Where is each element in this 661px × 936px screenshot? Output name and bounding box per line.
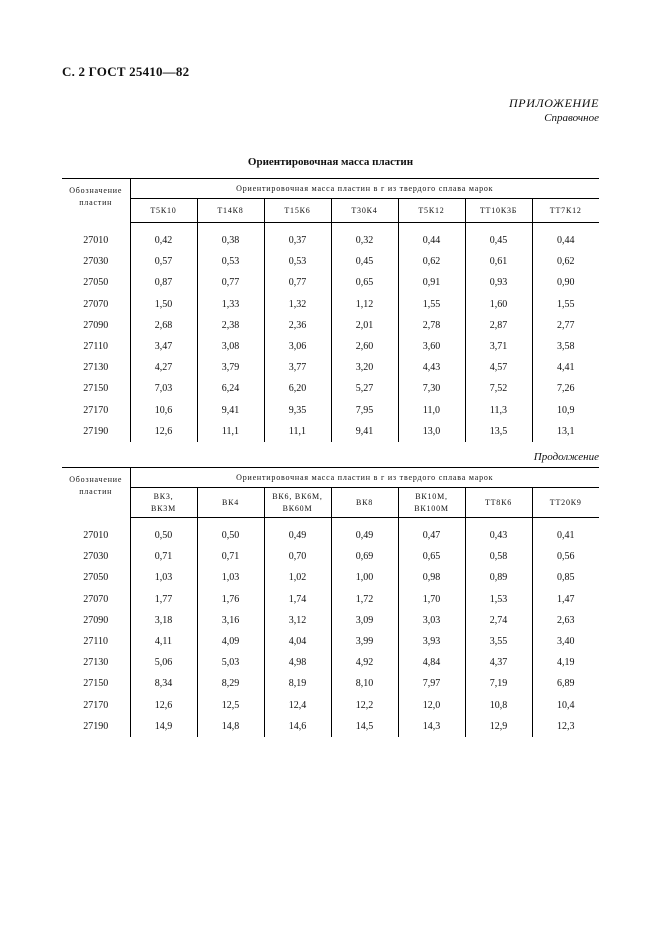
plate-id-cell: 27170 — [62, 400, 130, 421]
mass-cell: 8,34 — [130, 673, 197, 694]
mass-cell: 0,43 — [465, 525, 532, 546]
mass-cell: 3,06 — [264, 336, 331, 357]
table-row — [62, 294, 599, 315]
mass-cell: 12,9 — [465, 716, 532, 737]
spacer-cell — [62, 518, 130, 526]
mass-cell: 13,5 — [465, 421, 532, 442]
mass-cell: 1,32 — [264, 294, 331, 315]
mass-cell: 2,78 — [398, 315, 465, 336]
plate-id-cell: 27090 — [62, 315, 130, 336]
column-header — [398, 488, 465, 518]
mass-cell: 0,50 — [130, 525, 197, 546]
mass-cell: 11,0 — [398, 400, 465, 421]
mass-cell: 0,49 — [331, 525, 398, 546]
table-row — [62, 315, 599, 336]
mass-cell: 3,12 — [264, 610, 331, 631]
plate-id-cell: 27010 — [62, 230, 130, 251]
mass-cell: 11,3 — [465, 400, 532, 421]
spacer-cell — [465, 518, 532, 526]
mass-cell: 2,74 — [465, 610, 532, 631]
column-header: ТТ10К3Б — [465, 199, 532, 223]
mass-cell: 0,77 — [264, 272, 331, 293]
plate-id-cell: 27110 — [62, 336, 130, 357]
mass-cell: 11,1 — [264, 421, 331, 442]
mass-cell: 1,74 — [264, 589, 331, 610]
spacer-cell — [264, 518, 331, 526]
mass-cell: 0,53 — [197, 251, 264, 272]
column-header-line1: ТТ8К6 — [484, 497, 513, 507]
mass-cell: 1,33 — [197, 294, 264, 315]
mass-cell: 3,93 — [398, 631, 465, 652]
mass-cell: 2,36 — [264, 315, 331, 336]
mass-cell: 1,47 — [557, 593, 575, 605]
mass-cell: 0,69 — [331, 546, 398, 567]
mass-cell: 10,8 — [465, 695, 532, 716]
mass-cell: 2,63 — [557, 614, 575, 626]
mass-cell: 3,16 — [197, 610, 264, 631]
continued-label: Продолжение — [533, 451, 599, 463]
mass-cell: 0,93 — [465, 272, 532, 293]
mass-cell: 3,18 — [130, 610, 197, 631]
column-header: Т30К4 — [331, 199, 398, 223]
mass-cell: 1,76 — [197, 589, 264, 610]
mass-cell: 0,70 — [264, 546, 331, 567]
column-header: Т15К6 — [264, 199, 331, 223]
plate-id-cell: 27150 — [62, 673, 130, 694]
mass-cell: 7,03 — [130, 378, 197, 399]
mass-cell: 9,41 — [197, 400, 264, 421]
mass-cell: 0,98 — [398, 567, 465, 588]
table-row — [62, 652, 599, 673]
column-header — [264, 488, 331, 518]
mass-cell: 12,5 — [197, 695, 264, 716]
mass-cell: 5,06 — [130, 652, 197, 673]
mass-cell: 4,41 — [557, 362, 575, 374]
table-title: Ориентировочная масса пластин — [247, 156, 414, 168]
column-header — [130, 488, 197, 518]
mass-cell: 0,32 — [331, 230, 398, 251]
table-row — [62, 631, 599, 652]
mass-cell: 0,57 — [130, 251, 197, 272]
mass-cell: 0,62 — [398, 251, 465, 272]
plate-id-cell: 27030 — [62, 546, 130, 567]
mass-cell: 7,95 — [331, 400, 398, 421]
page-header: С. 2 ГОСТ 25410—82 — [62, 64, 190, 79]
appendix-label — [509, 96, 599, 126]
mass-cell: 1,12 — [331, 294, 398, 315]
mass-cell: 0,71 — [197, 546, 264, 567]
mass-cell: 4,92 — [331, 652, 398, 673]
column-header-line1: ТТ20К9 — [549, 497, 582, 507]
mass-cell: 0,44 — [557, 235, 575, 247]
plate-id-cell: 27170 — [62, 695, 130, 716]
mass-cell: 0,89 — [465, 567, 532, 588]
table-row — [62, 378, 599, 399]
mass-cell: 0,71 — [130, 546, 197, 567]
mass-cell: 3,71 — [465, 336, 532, 357]
mass-cell: 8,29 — [197, 673, 264, 694]
plate-id-cell: 27130 — [62, 652, 130, 673]
mass-cell: 8,19 — [264, 673, 331, 694]
mass-cell: 0,58 — [465, 546, 532, 567]
table-row — [62, 695, 599, 716]
mass-cell: 0,65 — [398, 546, 465, 567]
mass-cell: 0,45 — [331, 251, 398, 272]
column-header-line1: ВК6, ВК6М, — [272, 491, 323, 501]
spacer-cell — [532, 223, 599, 231]
mass-cell: 1,70 — [398, 589, 465, 610]
spacer-cell — [130, 518, 197, 526]
mass-cell: 4,57 — [465, 357, 532, 378]
spacer-cell — [398, 518, 465, 526]
plate-id-cell: 27010 — [62, 525, 130, 546]
mass-cell: 0,56 — [557, 551, 575, 563]
spacer-cell — [130, 223, 197, 231]
table-row — [62, 610, 599, 631]
mass-cell: 2,87 — [465, 315, 532, 336]
table-row — [62, 421, 599, 442]
mass-cell: 14,9 — [130, 716, 197, 737]
mass-cell: 12,4 — [264, 695, 331, 716]
table-row — [62, 336, 599, 357]
mass-cell: 3,99 — [331, 631, 398, 652]
column-header — [331, 488, 398, 518]
mass-cell: 12,3 — [557, 720, 575, 732]
plate-id-cell: 27150 — [62, 378, 130, 399]
table-row — [62, 251, 599, 272]
table-row — [62, 357, 599, 378]
mass-cell: 6,20 — [264, 378, 331, 399]
mass-cell: 1,77 — [130, 589, 197, 610]
spacer-row — [62, 518, 599, 526]
plate-mass-table-2 — [62, 467, 599, 737]
mass-cell: 0,91 — [398, 272, 465, 293]
mass-cell: 0,45 — [465, 230, 532, 251]
mass-cell: 7,26 — [557, 383, 575, 395]
mass-cell: 4,84 — [398, 652, 465, 673]
mass-cell: 0,85 — [557, 572, 575, 584]
mass-cell: 11,1 — [197, 421, 264, 442]
mass-cell: 1,72 — [331, 589, 398, 610]
mass-cell: 4,37 — [465, 652, 532, 673]
mass-cell: 12,6 — [130, 421, 197, 442]
table-row — [62, 716, 599, 737]
mass-cell: 2,68 — [130, 315, 197, 336]
table-row — [62, 589, 599, 610]
mass-cell: 0,77 — [197, 272, 264, 293]
mass-cell: 12,2 — [331, 695, 398, 716]
mass-cell: 2,01 — [331, 315, 398, 336]
plate-id-cell: 27050 — [62, 567, 130, 588]
table-row — [62, 272, 599, 293]
mass-cell: 0,61 — [465, 251, 532, 272]
plate-id-cell: 27130 — [62, 357, 130, 378]
mass-cell: 13,1 — [557, 425, 575, 437]
mass-cell: 7,30 — [398, 378, 465, 399]
plate-id-cell: 27090 — [62, 610, 130, 631]
row-header-line1: Обозначение — [69, 475, 123, 484]
spacer-cell — [398, 223, 465, 231]
column-header — [465, 488, 532, 518]
mass-cell: 10,6 — [130, 400, 197, 421]
spacer-cell — [331, 223, 398, 231]
plate-id-cell: 27190 — [62, 716, 130, 737]
mass-cell: 10,9 — [557, 404, 575, 416]
appendix-title: ПРИЛОЖЕНИЕ — [509, 96, 599, 110]
column-header-line2: ВК100М — [414, 503, 449, 513]
mass-cell: 3,09 — [331, 610, 398, 631]
mass-cell: 5,27 — [331, 378, 398, 399]
mass-cell: 3,20 — [331, 357, 398, 378]
mass-cell: 2,60 — [331, 336, 398, 357]
row-header-line2: пластин — [79, 487, 113, 496]
mass-cell: 1,53 — [465, 589, 532, 610]
mass-cell: 3,40 — [557, 636, 575, 648]
mass-cell: 0,53 — [264, 251, 331, 272]
mass-cell: 2,77 — [557, 319, 575, 331]
super-header: Ориентировочная масса пластин в г из твердого сплава марок — [130, 179, 599, 199]
row-header-line2: пластин — [79, 198, 113, 207]
table-row — [62, 525, 599, 546]
mass-cell: 1,50 — [130, 294, 197, 315]
mass-cell: 1,03 — [130, 567, 197, 588]
table-row — [62, 400, 599, 421]
mass-cell: 0,65 — [331, 272, 398, 293]
mass-cell: 1,02 — [264, 567, 331, 588]
spacer-cell — [331, 518, 398, 526]
mass-cell: 13,0 — [398, 421, 465, 442]
mass-cell: 14,3 — [398, 716, 465, 737]
mass-cell: 0,37 — [264, 230, 331, 251]
table-row — [62, 673, 599, 694]
column-header-line2: ВК3М — [151, 503, 176, 513]
mass-cell: 4,04 — [264, 631, 331, 652]
mass-cell: 10,4 — [557, 699, 575, 711]
mass-cell: 3,77 — [264, 357, 331, 378]
spacer-cell — [465, 223, 532, 231]
mass-cell: 14,5 — [331, 716, 398, 737]
mass-cell: 12,6 — [130, 695, 197, 716]
mass-cell: 4,09 — [197, 631, 264, 652]
plate-mass-table-1 — [62, 178, 599, 442]
mass-cell: 12,0 — [398, 695, 465, 716]
table-row — [62, 546, 599, 567]
mass-cell: 4,27 — [130, 357, 197, 378]
row-header-cell — [62, 468, 130, 518]
mass-cell: 6,89 — [557, 678, 575, 690]
plate-id-cell: 27070 — [62, 589, 130, 610]
column-header: Т5К12 — [398, 199, 465, 223]
mass-cell: 9,41 — [331, 421, 398, 442]
column-header — [532, 488, 599, 518]
mass-cell: 5,03 — [197, 652, 264, 673]
mass-cell: 14,6 — [264, 716, 331, 737]
mass-cell: 1,03 — [197, 567, 264, 588]
column-header: Т5К10 — [130, 199, 197, 223]
column-header-line1: ВК8 — [355, 497, 374, 507]
mass-cell: 3,55 — [465, 631, 532, 652]
plate-id-cell: 27050 — [62, 272, 130, 293]
mass-cell: 0,50 — [197, 525, 264, 546]
spacer-row — [62, 223, 599, 231]
column-header-line2: ВК60М — [282, 503, 313, 513]
plate-id-cell: 27190 — [62, 421, 130, 442]
mass-cell: 1,55 — [398, 294, 465, 315]
mass-cell: 3,47 — [130, 336, 197, 357]
mass-cell: 3,08 — [197, 336, 264, 357]
mass-cell: 1,60 — [465, 294, 532, 315]
column-header — [197, 488, 264, 518]
row-header-cell — [62, 179, 130, 223]
spacer-cell — [264, 223, 331, 231]
table-row — [62, 567, 599, 588]
mass-cell: 0,42 — [130, 230, 197, 251]
mass-cell: 4,19 — [557, 657, 575, 669]
mass-cell: 7,19 — [465, 673, 532, 694]
row-header-line1: Обозначение — [69, 186, 123, 195]
column-header: ТТ7К12 — [532, 199, 599, 223]
plate-id-cell: 27070 — [62, 294, 130, 315]
mass-cell: 14,8 — [197, 716, 264, 737]
column-header-line1: ВК4 — [221, 497, 240, 507]
mass-cell: 7,97 — [398, 673, 465, 694]
mass-cell: 3,03 — [398, 610, 465, 631]
mass-cell: 6,24 — [197, 378, 264, 399]
mass-cell: 4,98 — [264, 652, 331, 673]
super-header: Ориентировочная масса пластин в г из твердого сплава марок — [130, 468, 599, 488]
spacer-cell — [197, 223, 264, 231]
mass-cell: 2,38 — [197, 315, 264, 336]
mass-cell: 0,90 — [557, 277, 575, 289]
mass-cell: 7,52 — [465, 378, 532, 399]
table-row — [62, 230, 599, 251]
appendix-subtitle: Справочное — [544, 112, 599, 124]
mass-cell: 1,00 — [331, 567, 398, 588]
mass-cell: 0,87 — [130, 272, 197, 293]
mass-cell: 3,60 — [398, 336, 465, 357]
mass-cell: 8,10 — [331, 673, 398, 694]
column-header: Т14К8 — [197, 199, 264, 223]
mass-cell: 0,49 — [264, 525, 331, 546]
mass-cell: 3,58 — [557, 341, 575, 353]
plate-id-cell: 27110 — [62, 631, 130, 652]
plate-id-cell: 27030 — [62, 251, 130, 272]
mass-cell: 0,44 — [398, 230, 465, 251]
mass-cell: 4,11 — [130, 631, 197, 652]
column-header-line1: ВК10М, — [415, 491, 448, 501]
spacer-cell — [197, 518, 264, 526]
mass-cell: 0,41 — [557, 530, 575, 542]
mass-cell: 1,55 — [557, 298, 575, 310]
spacer-cell — [532, 518, 599, 526]
mass-cell: 0,38 — [197, 230, 264, 251]
mass-cell: 0,62 — [557, 256, 575, 268]
spacer-cell — [62, 223, 130, 231]
mass-cell: 0,47 — [398, 525, 465, 546]
column-header-line1: ВК3, — [153, 491, 174, 501]
mass-cell: 4,43 — [398, 357, 465, 378]
mass-cell: 9,35 — [264, 400, 331, 421]
mass-cell: 3,79 — [197, 357, 264, 378]
